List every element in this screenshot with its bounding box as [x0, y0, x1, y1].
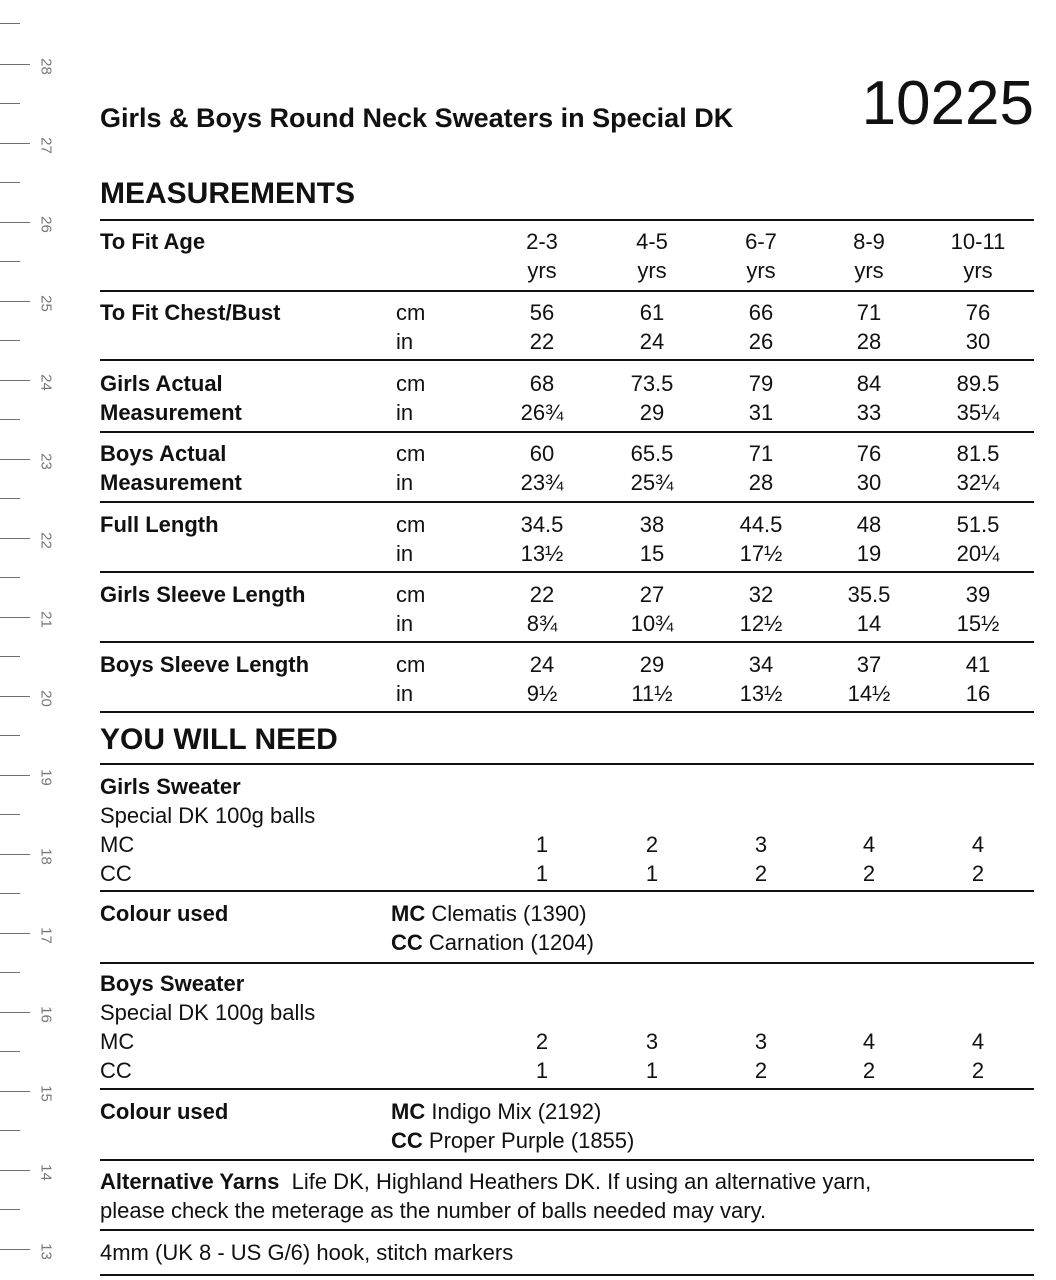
- colour-name: Indigo Mix (2192): [431, 1099, 602, 1124]
- ruler-number: 14: [37, 1164, 55, 1181]
- unit-label: cm: [396, 652, 426, 677]
- divider: [100, 1088, 1034, 1090]
- ruler-tick: [0, 735, 20, 736]
- colour-code: CC: [391, 1128, 423, 1153]
- unit-label: cm: [396, 582, 426, 607]
- value-cell: 20¼: [956, 541, 1000, 566]
- ruler-tick: [0, 854, 30, 855]
- ruler-tick: [0, 1091, 30, 1092]
- alternative-yarns-text: please check the meterage as the number of balls needed may vary.: [100, 1198, 767, 1223]
- value-cell: 13½: [739, 681, 783, 706]
- ruler-tick: [0, 1130, 20, 1131]
- divider: [100, 290, 1034, 292]
- divider: [100, 359, 1034, 361]
- boys-sweater-requirements: [100, 969, 1034, 1085]
- pattern-number: 10225: [861, 69, 1034, 138]
- divider: [100, 1159, 1034, 1161]
- unit-label: in: [396, 541, 414, 566]
- value-cell: 8¾: [526, 611, 558, 636]
- mc-label: MC: [100, 832, 135, 857]
- boys-yarn-label: Special DK 100g balls: [100, 1000, 316, 1025]
- measurement-label: Full Length: [100, 512, 219, 537]
- ruler-tick: [0, 893, 20, 894]
- value-cell: 68: [529, 371, 555, 396]
- colour-code: MC: [391, 1099, 426, 1124]
- ball-count: 3: [754, 832, 768, 857]
- value-cell: 60: [529, 441, 555, 466]
- value-cell: 30: [965, 329, 991, 354]
- ruler-number: 18: [37, 848, 55, 865]
- unit-label: in: [396, 400, 414, 425]
- divider: [100, 890, 1034, 892]
- age-unit: yrs: [854, 258, 884, 283]
- value-cell: 13½: [520, 541, 564, 566]
- value-cell: 22: [529, 582, 555, 607]
- measurement-label: Boys Actual: [100, 441, 227, 466]
- measurement-label: Boys Sleeve Length: [100, 652, 310, 677]
- ruler-tick: [0, 617, 30, 618]
- boys-colours-used: [100, 1097, 1034, 1155]
- ball-count: 3: [645, 1029, 659, 1054]
- value-cell: 29: [639, 652, 665, 677]
- value-cell: 25¾: [630, 470, 674, 495]
- ruler-tick: [0, 1170, 30, 1171]
- value-cell: 19: [856, 541, 882, 566]
- ball-count: 2: [645, 832, 659, 857]
- girls-yarn-label: Special DK 100g balls: [100, 803, 316, 828]
- ruler-tick: [0, 775, 30, 776]
- ruler-tick: [0, 1249, 30, 1250]
- value-cell: 15: [639, 541, 665, 566]
- ruler-tick: [0, 103, 20, 104]
- girls-sweater-title: Girls Sweater: [100, 774, 241, 799]
- ruler-tick: [0, 459, 30, 460]
- ruler-tick: [0, 301, 30, 302]
- ball-count: 1: [535, 861, 549, 886]
- ball-count: 4: [862, 1029, 876, 1054]
- colour-used-label: Colour used: [100, 901, 229, 926]
- value-cell: 76: [856, 441, 882, 466]
- value-cell: 34: [748, 652, 774, 677]
- value-cell: 26¾: [520, 400, 564, 425]
- unit-label: cm: [396, 300, 426, 325]
- value-cell: 29: [639, 400, 665, 425]
- divider: [100, 431, 1034, 433]
- value-cell: 10¾: [630, 611, 674, 636]
- value-cell: 15½: [956, 611, 1000, 636]
- ruler-number: 27: [37, 137, 55, 154]
- ruler-number: 26: [37, 216, 55, 233]
- measurement-row-boys-actual: [100, 439, 1034, 497]
- divider: [100, 219, 1034, 221]
- unit-label: cm: [396, 371, 426, 396]
- value-cell: 28: [856, 329, 882, 354]
- alternative-yarns-label: Alternative Yarns: [100, 1169, 280, 1194]
- colour-entry: [391, 1097, 601, 1126]
- ruler-tick: [0, 696, 30, 697]
- girls-sweater-requirements: [100, 772, 1034, 888]
- measurement-label: Measurement: [100, 400, 242, 425]
- ruler-number: 28: [37, 58, 55, 75]
- value-cell: 24: [639, 329, 665, 354]
- boys-sweater-title: Boys Sweater: [100, 971, 245, 996]
- colour-name: Clematis (1390): [431, 901, 587, 926]
- value-cell: 14½: [847, 681, 891, 706]
- unit-label: in: [396, 470, 414, 495]
- ball-count: 4: [971, 1029, 985, 1054]
- ruler-number: 23: [37, 453, 55, 470]
- value-cell: 32¼: [956, 470, 1000, 495]
- value-cell: 73.5: [630, 371, 674, 396]
- ruler-tick: [0, 222, 30, 223]
- colour-name: Proper Purple (1855): [428, 1128, 635, 1153]
- you-will-need-heading: YOU WILL NEED: [100, 723, 338, 756]
- ball-count: 1: [535, 832, 549, 857]
- colour-code: CC: [391, 930, 423, 955]
- colour-entry: [391, 928, 594, 957]
- value-cell: 12½: [739, 611, 783, 636]
- value-cell: 9½: [526, 681, 558, 706]
- unit-label: in: [396, 611, 414, 636]
- value-cell: 26: [748, 329, 774, 354]
- measurement-label: Measurement: [100, 470, 242, 495]
- ball-count: 2: [971, 1058, 985, 1083]
- ruler-tick: [0, 261, 20, 262]
- value-cell: 17½: [739, 541, 783, 566]
- unit-label: in: [396, 329, 414, 354]
- value-cell: 16: [965, 681, 991, 706]
- colour-entry: [391, 899, 587, 928]
- age-unit: yrs: [746, 258, 776, 283]
- ruler-tick: [0, 814, 20, 815]
- measurement-label: To Fit Chest/Bust: [100, 300, 281, 325]
- measurement-row-girls-sleeve: [100, 580, 1034, 638]
- ruler-tick: [0, 419, 20, 420]
- age-row: [100, 227, 1034, 285]
- divider: [100, 1229, 1034, 1231]
- value-cell: 71: [748, 441, 774, 466]
- measurement-row-chest: [100, 298, 1034, 356]
- age-label: To Fit Age: [100, 229, 206, 254]
- value-cell: 14: [856, 611, 882, 636]
- value-cell: 34.5: [520, 512, 564, 537]
- ruler-tick: [0, 656, 20, 657]
- value-cell: 81.5: [956, 441, 1000, 466]
- age-unit: yrs: [637, 258, 667, 283]
- pattern-title: Girls & Boys Round Neck Sweaters in Special DK: [100, 103, 734, 133]
- ruler-tick: [0, 538, 30, 539]
- value-cell: 22: [529, 329, 555, 354]
- unit-label: in: [396, 681, 414, 706]
- value-cell: 79: [748, 371, 774, 396]
- ruler-tick: [0, 1051, 20, 1052]
- hook-requirement: 4mm (UK 8 - US G/6) hook, stitch markers: [100, 1240, 514, 1265]
- ruler-tick: [0, 972, 20, 973]
- value-cell: 44.5: [739, 512, 783, 537]
- ruler-tick: [0, 23, 20, 24]
- colour-entry: [391, 1126, 634, 1155]
- ball-count: 1: [535, 1058, 549, 1083]
- divider: [100, 763, 1034, 765]
- value-cell: 27: [639, 582, 665, 607]
- measurement-row-full-length: [100, 510, 1034, 568]
- divider: [100, 641, 1034, 643]
- measurements-heading: MEASUREMENTS: [100, 177, 356, 210]
- alternative-yarns: [100, 1167, 1034, 1225]
- ruler-tick: [0, 143, 30, 144]
- value-cell: 35.5: [847, 582, 891, 607]
- age-unit: yrs: [527, 258, 557, 283]
- ruler-tick: [0, 498, 20, 499]
- ball-count: 2: [754, 1058, 768, 1083]
- divider: [100, 1274, 1034, 1276]
- age-value: 10-11: [950, 229, 1006, 254]
- value-cell: 89.5: [956, 371, 1000, 396]
- value-cell: 51.5: [956, 512, 1000, 537]
- measurement-label: Girls Actual: [100, 371, 223, 396]
- measurement-row-boys-sleeve: [100, 650, 1034, 708]
- ruler-number: 24: [37, 374, 55, 391]
- mc-label: MC: [100, 1029, 135, 1054]
- value-cell: 23¾: [520, 470, 564, 495]
- value-cell: 37: [856, 652, 882, 677]
- ball-count: 3: [754, 1029, 768, 1054]
- ruler-tick: [0, 340, 20, 341]
- value-cell: 30: [856, 470, 882, 495]
- ruler-number: 15: [37, 1085, 55, 1102]
- value-cell: 28: [748, 470, 774, 495]
- value-cell: 41: [965, 652, 991, 677]
- ball-count: 2: [535, 1029, 549, 1054]
- cc-label: CC: [100, 1058, 132, 1083]
- ruler-tick: [0, 64, 30, 65]
- ruler-number: 25: [37, 295, 55, 312]
- ruler-tick: [0, 380, 30, 381]
- value-cell: 31: [748, 400, 774, 425]
- value-cell: 66: [748, 300, 774, 325]
- value-cell: 56: [529, 300, 555, 325]
- girls-colours-used: [100, 899, 1034, 957]
- age-unit: yrs: [963, 258, 993, 283]
- value-cell: 48: [856, 512, 882, 537]
- ruler-number: 21: [37, 611, 55, 628]
- ruler-number: 13: [37, 1243, 55, 1260]
- measurement-label: Girls Sleeve Length: [100, 582, 306, 607]
- age-value: 2-3: [526, 229, 558, 254]
- ruler-tick: [0, 1012, 30, 1013]
- value-cell: 84: [856, 371, 882, 396]
- ball-count: 2: [862, 861, 876, 886]
- ruler-tick: [0, 182, 20, 183]
- age-value: 4-5: [636, 229, 668, 254]
- colour-used-label: Colour used: [100, 1099, 229, 1124]
- unit-label: cm: [396, 512, 426, 537]
- measurement-row-girls-actual: [100, 369, 1034, 427]
- value-cell: 33: [856, 400, 882, 425]
- ruler-number: 20: [37, 690, 55, 707]
- ruler-number: 16: [37, 1006, 55, 1023]
- value-cell: 24: [529, 652, 555, 677]
- colour-name: Carnation (1204): [428, 930, 595, 955]
- ruler: [0, 0, 62, 1280]
- value-cell: 65.5: [630, 441, 674, 466]
- ball-count: 2: [971, 861, 985, 886]
- ball-count: 1: [645, 861, 659, 886]
- divider: [100, 962, 1034, 964]
- value-cell: 71: [856, 300, 882, 325]
- ball-count: 1: [645, 1058, 659, 1083]
- value-cell: 76: [965, 300, 991, 325]
- cc-label: CC: [100, 861, 132, 886]
- value-cell: 61: [639, 300, 665, 325]
- value-cell: 39: [965, 582, 991, 607]
- ball-count: 2: [862, 1058, 876, 1083]
- ruler-tick: [0, 933, 30, 934]
- value-cell: 11½: [631, 681, 673, 706]
- age-value: 8-9: [853, 229, 885, 254]
- value-cell: 32: [748, 582, 774, 607]
- ruler-number: 22: [37, 532, 55, 549]
- ruler-tick: [0, 1209, 20, 1210]
- ruler-number: 17: [37, 927, 55, 944]
- age-value: 6-7: [745, 229, 777, 254]
- alternative-yarns-text: Life DK, Highland Heathers DK. If using an alternative yarn,: [291, 1169, 872, 1194]
- divider: [100, 501, 1034, 503]
- ball-count: 2: [754, 861, 768, 886]
- ruler-tick: [0, 577, 20, 578]
- divider: [100, 571, 1034, 573]
- divider: [100, 711, 1034, 713]
- unit-label: cm: [396, 441, 426, 466]
- ruler-number: 19: [37, 769, 55, 786]
- value-cell: 38: [639, 512, 665, 537]
- ball-count: 4: [862, 832, 876, 857]
- ball-count: 4: [971, 832, 985, 857]
- value-cell: 35¼: [956, 400, 1000, 425]
- colour-code: MC: [391, 901, 426, 926]
